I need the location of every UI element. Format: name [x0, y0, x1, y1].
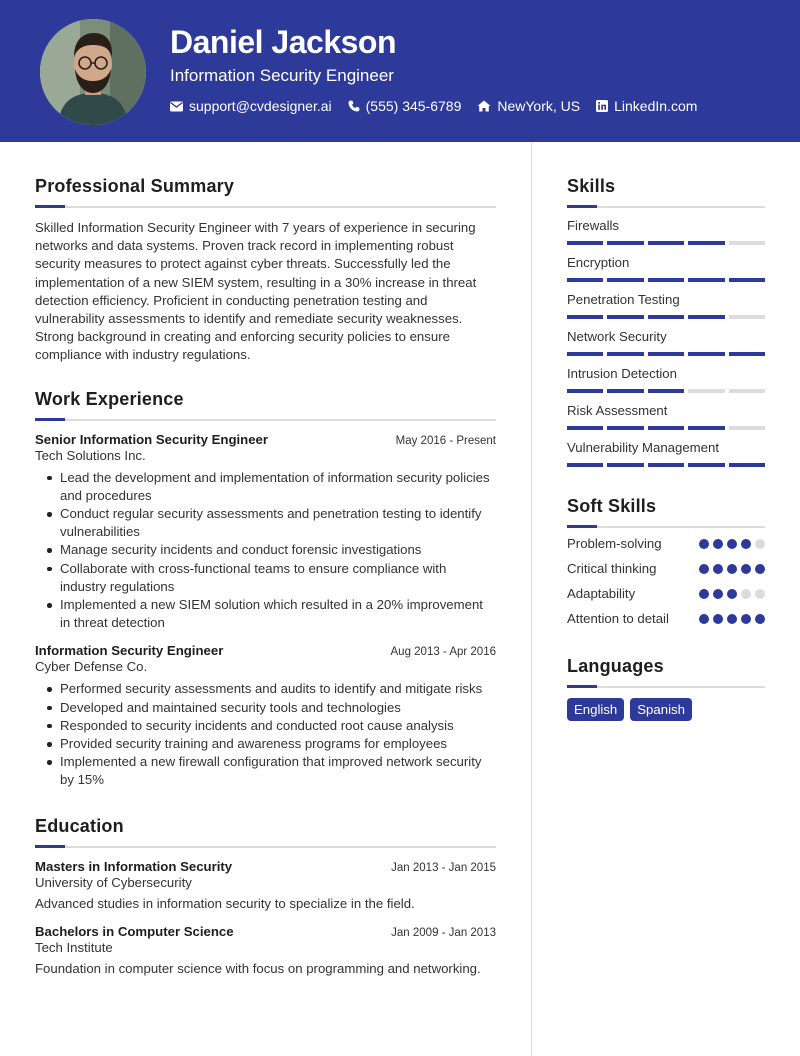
linkedin-icon [596, 100, 608, 112]
contact-phone[interactable] [348, 98, 462, 114]
job-bullet: Collaborate with cross-functional teams to ensure compliance with industry regulations [60, 560, 496, 596]
soft-skill-item [567, 585, 765, 603]
job-bullets [35, 680, 496, 789]
job-title: Information Security Engineer [35, 643, 224, 659]
skill-rating-segment [688, 241, 724, 245]
rating-dot [741, 539, 751, 549]
soft-skill-name: Problem-solving [567, 536, 662, 551]
candidate-name: Daniel Jackson [170, 24, 396, 60]
rating-dot [699, 539, 709, 549]
job-entry [35, 643, 496, 789]
degree-title: Bachelors in Computer Science [35, 923, 234, 939]
avatar [40, 19, 146, 125]
skill-item [567, 366, 765, 393]
skill-rating-segment [729, 278, 765, 282]
skill-rating-segment [567, 463, 603, 467]
skill-rating-segment [729, 426, 765, 430]
skill-name: Risk Assessment [567, 403, 668, 418]
rating-dot [755, 614, 765, 624]
job-bullet: Implemented a new SIEM solution which resulted in a 20% improvement in threat detection [60, 596, 496, 632]
education-description: Foundation in computer science with focus on programming and networking. [35, 960, 481, 976]
candidate-role: Information Security Engineer [170, 66, 394, 85]
language-tag: English [567, 698, 624, 721]
rating-dot [727, 614, 737, 624]
header-banner [0, 0, 800, 142]
skill-rating-bar [567, 278, 765, 282]
skill-rating-segment [607, 389, 643, 393]
contact-email[interactable] [170, 98, 332, 114]
contact-row [170, 98, 697, 114]
skill-rating-segment [648, 463, 684, 467]
skill-rating-segment [567, 389, 603, 393]
skill-rating-bar [567, 463, 765, 467]
skill-item [567, 255, 765, 282]
soft-skill-rating [699, 614, 765, 628]
rating-dot [699, 614, 709, 624]
job-bullet: Provided security training and awareness programs for employees [60, 735, 496, 753]
phone-icon [348, 100, 360, 112]
skill-rating-segment [688, 463, 724, 467]
language-tags [567, 698, 765, 721]
contact-linkedin[interactable] [596, 98, 697, 114]
job-date: Aug 2013 - Apr 2016 [390, 646, 496, 659]
soft-skill-rating [699, 539, 765, 553]
summary-text: Skilled Information Security Engineer with 7 years of experience in securing networks and data systems. Proven track record in implementing robust security measures to protect against cyber threats. Successfully led the implementation of a new SIEM system, resulting in a 30% increase in threat detection efficiency. Proficient in conducting penetration testing and vulnerability assessments to identify and remediate security weaknesses. Strong background in creating and enforcing security policies to ensure compliance with industry regulations. [35, 220, 477, 363]
main-column [35, 176, 496, 978]
skill-name: Firewalls [567, 218, 620, 233]
skill-rating-bar [567, 352, 765, 356]
soft-skill-name: Critical thinking [567, 561, 657, 576]
rating-dot [755, 589, 765, 599]
section-rule [35, 206, 496, 208]
soft-skill-item [567, 560, 765, 578]
column-divider [531, 142, 532, 1056]
job-company: Cyber Defense Co. [35, 659, 148, 675]
rating-dot [699, 589, 709, 599]
soft-skill-name: Attention to detail [567, 611, 669, 626]
soft-skill-name: Adaptability [567, 586, 636, 601]
skill-rating-bar [567, 315, 765, 319]
skill-name: Network Security [567, 329, 667, 344]
skill-rating-segment [729, 241, 765, 245]
skill-rating-segment [648, 278, 684, 282]
job-bullet: Manage security incidents and conduct forensic investigations [60, 541, 496, 559]
skill-rating-segment [729, 352, 765, 356]
skill-rating-segment [648, 426, 684, 430]
skill-item [567, 403, 765, 430]
home-icon [477, 100, 491, 112]
job-bullet: Performed security assessments and audits to identify and mitigate risks [60, 680, 496, 698]
skill-item [567, 218, 765, 245]
job-bullet: Developed and maintained security tools and technologies [60, 699, 496, 717]
skills-section [567, 176, 765, 467]
skill-rating-segment [567, 426, 603, 430]
rating-dot [713, 539, 723, 549]
contact-email-text: support@cvdesigner.ai [189, 98, 332, 114]
skill-rating-segment [607, 241, 643, 245]
contact-phone-text: (555) 345-6789 [365, 98, 462, 114]
rating-dot [699, 564, 709, 574]
rating-dot [755, 564, 765, 574]
soft-skills-list [567, 535, 765, 628]
rating-dot [741, 589, 751, 599]
skill-rating-segment [688, 278, 724, 282]
skill-rating-segment [567, 315, 603, 319]
section-rule [35, 846, 496, 848]
rating-dot [741, 564, 751, 574]
job-bullets [35, 469, 496, 633]
skill-rating-bar [567, 426, 765, 430]
envelope-icon [170, 101, 183, 112]
skill-rating-segment [648, 389, 684, 393]
skill-rating-segment [607, 278, 643, 282]
section-title-languages: Languages [567, 656, 664, 676]
skill-name: Penetration Testing [567, 292, 680, 307]
skill-rating-segment [648, 352, 684, 356]
skills-list [567, 218, 765, 467]
rating-dot [741, 614, 751, 624]
education-entry [35, 859, 496, 913]
experience-section [35, 389, 496, 790]
contact-linkedin-text: LinkedIn.com [614, 98, 698, 114]
skill-rating-segment [688, 352, 724, 356]
soft-skill-rating [699, 564, 765, 578]
skill-rating-segment [688, 426, 724, 430]
section-title-summary: Professional Summary [35, 176, 235, 196]
skill-item [567, 440, 765, 467]
section-title-skills: Skills [567, 176, 616, 196]
skill-rating-segment [567, 352, 603, 356]
skill-rating-segment [688, 389, 724, 393]
rating-dot [713, 589, 723, 599]
education-section [35, 816, 496, 978]
school-name: Tech Institute [35, 939, 113, 955]
education-description: Advanced studies in information security to specialize in the field. [35, 895, 415, 911]
skill-item [567, 292, 765, 319]
rating-dot [713, 614, 723, 624]
education-date: Jan 2013 - Jan 2015 [391, 861, 496, 874]
education-date: Jan 2009 - Jan 2013 [391, 926, 496, 939]
skill-rating-segment [567, 278, 603, 282]
language-tag: Spanish [630, 698, 692, 721]
job-date: May 2016 - Present [395, 434, 496, 447]
profile-photo [40, 19, 146, 125]
soft-skills-section [567, 496, 765, 628]
job-bullet: Lead the development and implementation of information security policies and procedures [60, 469, 496, 505]
summary-section [35, 176, 496, 365]
rating-dot [727, 564, 737, 574]
rating-dot [755, 539, 765, 549]
contact-location [477, 98, 580, 114]
education-entry [35, 924, 496, 978]
job-entry [35, 432, 496, 633]
soft-skill-rating [699, 589, 765, 603]
skill-rating-segment [607, 352, 643, 356]
skill-rating-segment [607, 315, 643, 319]
skill-name: Intrusion Detection [567, 366, 677, 381]
section-title-education: Education [35, 815, 124, 836]
rating-dot [727, 539, 737, 549]
job-bullet: Responded to security incidents and conducted root cause analysis [60, 717, 496, 735]
section-rule [567, 526, 765, 528]
skill-name: Vulnerability Management [567, 440, 719, 455]
job-bullet: Implemented a new firewall configuration that improved network security by 15% [60, 753, 496, 789]
rating-dot [727, 589, 737, 599]
section-title-experience: Work Experience [35, 388, 184, 409]
rating-dot [713, 564, 723, 574]
job-title: Senior Information Security Engineer [35, 431, 269, 447]
section-rule [567, 686, 765, 688]
skill-rating-segment [729, 389, 765, 393]
section-title-soft-skills: Soft Skills [567, 496, 657, 516]
degree-title: Masters in Information Security [35, 858, 233, 874]
contact-location-text: NewYork, US [497, 98, 581, 114]
languages-section [567, 656, 765, 721]
skill-rating-segment [648, 241, 684, 245]
job-company: Tech Solutions Inc. [35, 447, 146, 463]
skill-name: Encryption [567, 255, 630, 270]
skill-rating-segment [729, 463, 765, 467]
job-bullet: Conduct regular security assessments and penetration testing to identify vulnerabilities [60, 505, 496, 541]
section-rule [567, 206, 765, 208]
skill-rating-segment [648, 315, 684, 319]
skill-rating-segment [729, 315, 765, 319]
skill-rating-segment [567, 241, 603, 245]
soft-skill-item [567, 535, 765, 553]
sidebar-column [567, 176, 765, 721]
skill-item [567, 329, 765, 356]
skill-rating-bar [567, 389, 765, 393]
skill-rating-segment [607, 463, 643, 467]
skill-rating-segment [688, 315, 724, 319]
soft-skill-item [567, 610, 765, 628]
skill-rating-bar [567, 241, 765, 245]
section-rule [35, 419, 496, 421]
school-name: University of Cybersecurity [35, 874, 192, 890]
skill-rating-segment [607, 426, 643, 430]
